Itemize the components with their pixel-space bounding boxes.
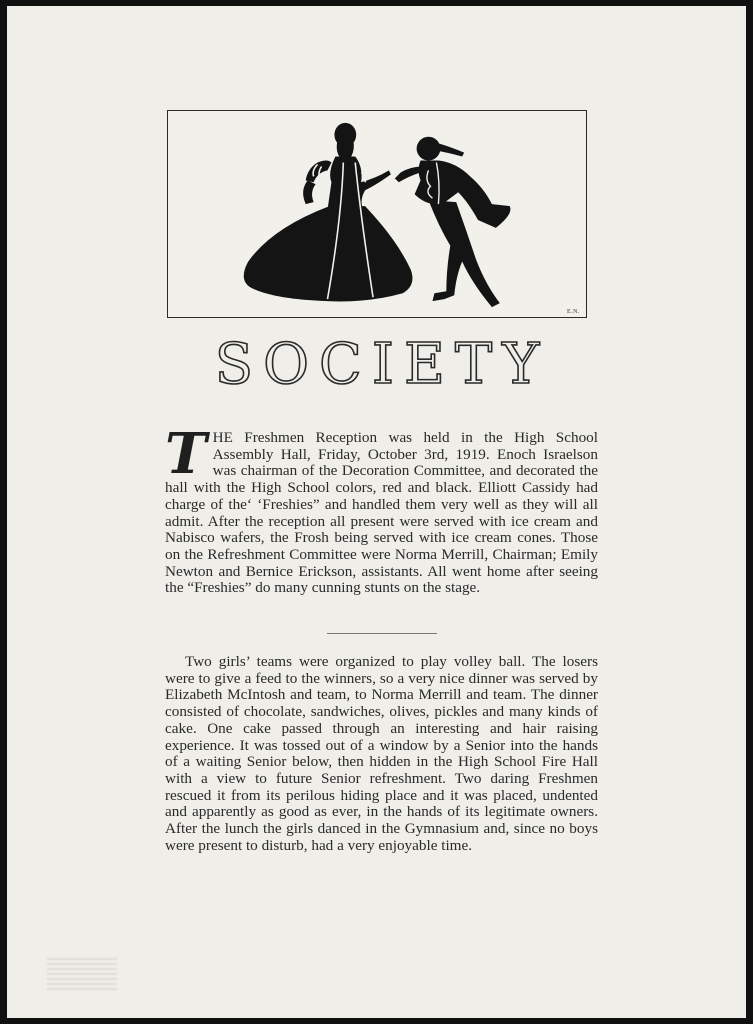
yearbook-page — [7, 6, 746, 1018]
section-divider — [327, 633, 437, 634]
dancing-couple-silhouette — [168, 111, 586, 317]
silhouette-illustration — [167, 110, 587, 318]
heading-title: SOCIETY — [214, 332, 550, 397]
paragraph-text: Two girls’ teams were organized to play volley ball. The losers were to give a feed to the winners, so a very nice dinner was served by Elizabeth McIntosh and team, to Norma Merrill and team. The dinner consisted of chocolate, sandwiches, olives, pickles and many kinds of cake. One cake passed through an interesting and hair raising experience. It was tossed out of a window by a Senior into the hands of a waiting Senior below, then hidden in the High School Fire Hall with a view to future Senior refreshment. Two daring Freshmen rescued it from its perilous hiding place and it was placed, undented and apparently as good as ever, in the hands of its legitimate owners. After the lunch the girls danced in the Gymnasium and, since no boys were present to disturb, had a very enjoyable time. — [165, 653, 598, 854]
drop-cap: T — [165, 421, 207, 487]
stamp-smudge — [47, 956, 117, 990]
society-heading — [187, 326, 577, 412]
freshmen-reception-paragraph — [165, 421, 598, 597]
paragraph-text: HE Freshmen Reception was held in the High School Assembly Hall, Friday, October 3rd, 1919. Enoch Israelson was chairman of the Decoration Committee, and decorated the hall with the High School colors, red and black. Elliott Cassidy had charge of the‘ ‘Freshies” and handled them very well as they will all admit. After the reception all present were served with ice cream and Nabisco wafers, the Frosh being served with ice cream cones. Those on the Refreshment Committee were Norma Merrill, Chairman; Emily Newton and Bernice Erickson, assistants. All went home after seeing the “Freshies” do many cunning stunts on the stage. — [165, 429, 598, 597]
volley-ball-paragraph — [165, 654, 598, 854]
artist-initials: E.N. — [567, 309, 580, 315]
